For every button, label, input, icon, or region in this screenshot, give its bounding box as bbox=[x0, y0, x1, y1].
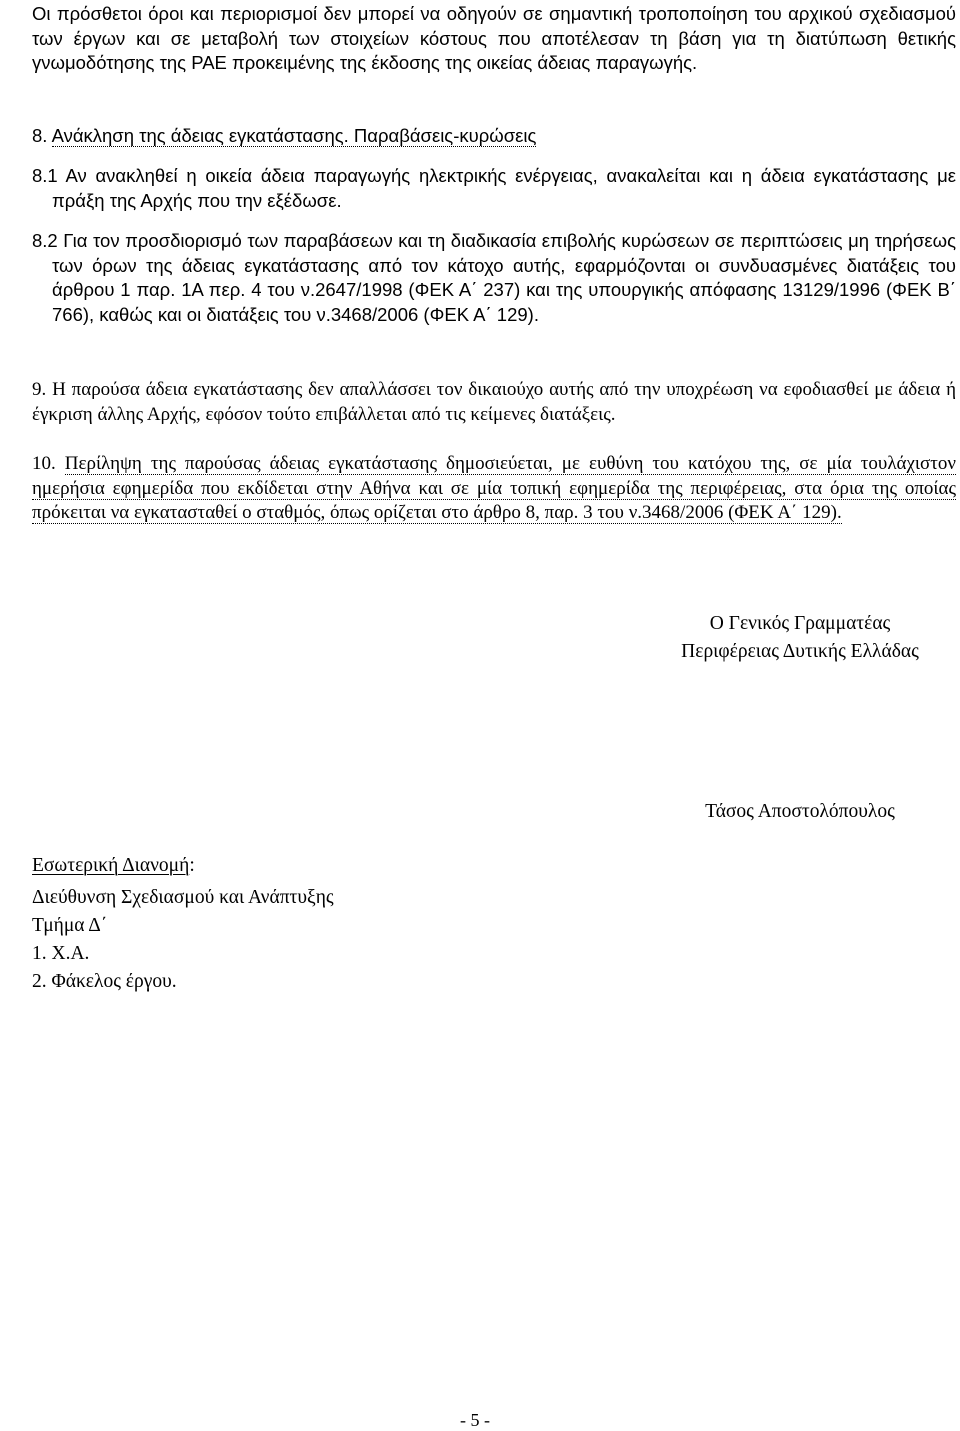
distribution-line-1: Διεύθυνση Σχεδιασμού και Ανάπτυξης bbox=[32, 887, 334, 908]
distribution-heading-colon: : bbox=[189, 855, 195, 876]
paragraph-8-1-text: Αν ανακληθεί η οικεία άδεια παραγωγής ηλεκτρικής ενέργειας, ανακαλείται και η άδεια εγκατάστασης με πράξη της Αρχής που την εξέδωσε. bbox=[52, 165, 956, 211]
distribution-heading bbox=[32, 852, 334, 880]
paragraph-9-number: 9. bbox=[32, 379, 47, 400]
paragraph-10 bbox=[32, 452, 956, 526]
section-8-number: 8. bbox=[32, 125, 48, 146]
page-number: - 5 - bbox=[460, 1410, 490, 1430]
distribution-line-2: Τμήμα Δ΄ bbox=[32, 915, 108, 936]
signature-block bbox=[640, 610, 960, 666]
signatory-name: Τάσος Αποστολόπουλος bbox=[705, 801, 895, 822]
intro-paragraph: Οι πρόσθετοι όροι και περιορισμοί δεν μπορεί να οδηγούν σε σημαντική τροποποίηση του αρχικού σχεδιασμού των έργων και σε μεταβολή των στοιχείων κόστους που αποτέλεσαν τη βάση για τη διατύπωση θετικής γνωμοδότησης της ΡΑΕ προκειμένης της έκδοσης της οικείας άδειας παραγωγής. bbox=[32, 3, 956, 73]
distribution-block bbox=[32, 852, 334, 996]
section-8-heading bbox=[32, 124, 956, 149]
distribution-item-1: 1. Χ.Α. bbox=[32, 943, 90, 964]
distribution-heading-text: Εσωτερική Διανομή bbox=[32, 855, 190, 876]
signature-title-line-1: Ο Γενικός Γραμματέας bbox=[709, 613, 891, 634]
paragraph-10-text: Περίληψη της παρούσας άδειας εγκατάστασης δημοσιεύεται, με ευθύνη του κατόχου της, σε μία τουλάχιστον ημερήσια εφημερίδα που εκδίδεται στην Αθήνα και σε μία τοπική εφημερίδα της περιφέρειας, στα όρια της οποίας πρόκειται να εγκατασταθεί ο σταθμός, όπως ορίζεται στο άρθρο 8, παρ. 3 του ν.3468/2006 (ΦΕΚ Α΄ 129). bbox=[32, 453, 956, 523]
paragraph-8-2-text: Για τον προσδιορισμό των παραβάσεων και τη διαδικασία επιβολής κυρώσεων σε περιπτώσεις μη τηρήσεως των όρων της άδειας εγκατάστασης από τον κάτοχο αυτής, εφαρμόζονται οι συνδυασμένες διατάξεις του άρθρου 1 παρ. 1Α περ. 4 του ν.2647/1998 (ΦΕΚ Α΄ 237) και της υπουργικής απόφασης 13129/1996 (ΦΕΚ Β΄ 766), καθώς και οι διατάξεις του ν.3468/2006 (ΦΕΚ Α΄ 129). bbox=[52, 230, 957, 325]
paragraph-8-2-number: 8.2 bbox=[32, 230, 58, 251]
paragraph-8-2 bbox=[32, 229, 956, 327]
paragraph-9 bbox=[32, 378, 956, 427]
paragraph-8-1 bbox=[32, 164, 956, 213]
distribution-item-2: 2. Φάκελος έργου. bbox=[32, 971, 177, 992]
section-8-title: Ανάκληση της άδειας εγκατάστασης. Παραβάσεις-κυρώσεις bbox=[51, 125, 537, 146]
signature-title-line-2: Περιφέρειας Δυτικής Ελλάδας bbox=[681, 641, 919, 662]
paragraph-10-number: 10. bbox=[32, 453, 56, 474]
paragraph-8-1-number: 8.1 bbox=[32, 165, 58, 186]
paragraph-9-text: Η παρούσα άδεια εγκατάστασης δεν απαλλάσσει τον δικαιούχο αυτής από την υποχρέωση να εφοδιασθεί με άδεια ή έγκριση άλλης Αρχής, εφόσον τούτο επιβάλλεται από τις κείμενες διατάξεις. bbox=[32, 379, 957, 425]
